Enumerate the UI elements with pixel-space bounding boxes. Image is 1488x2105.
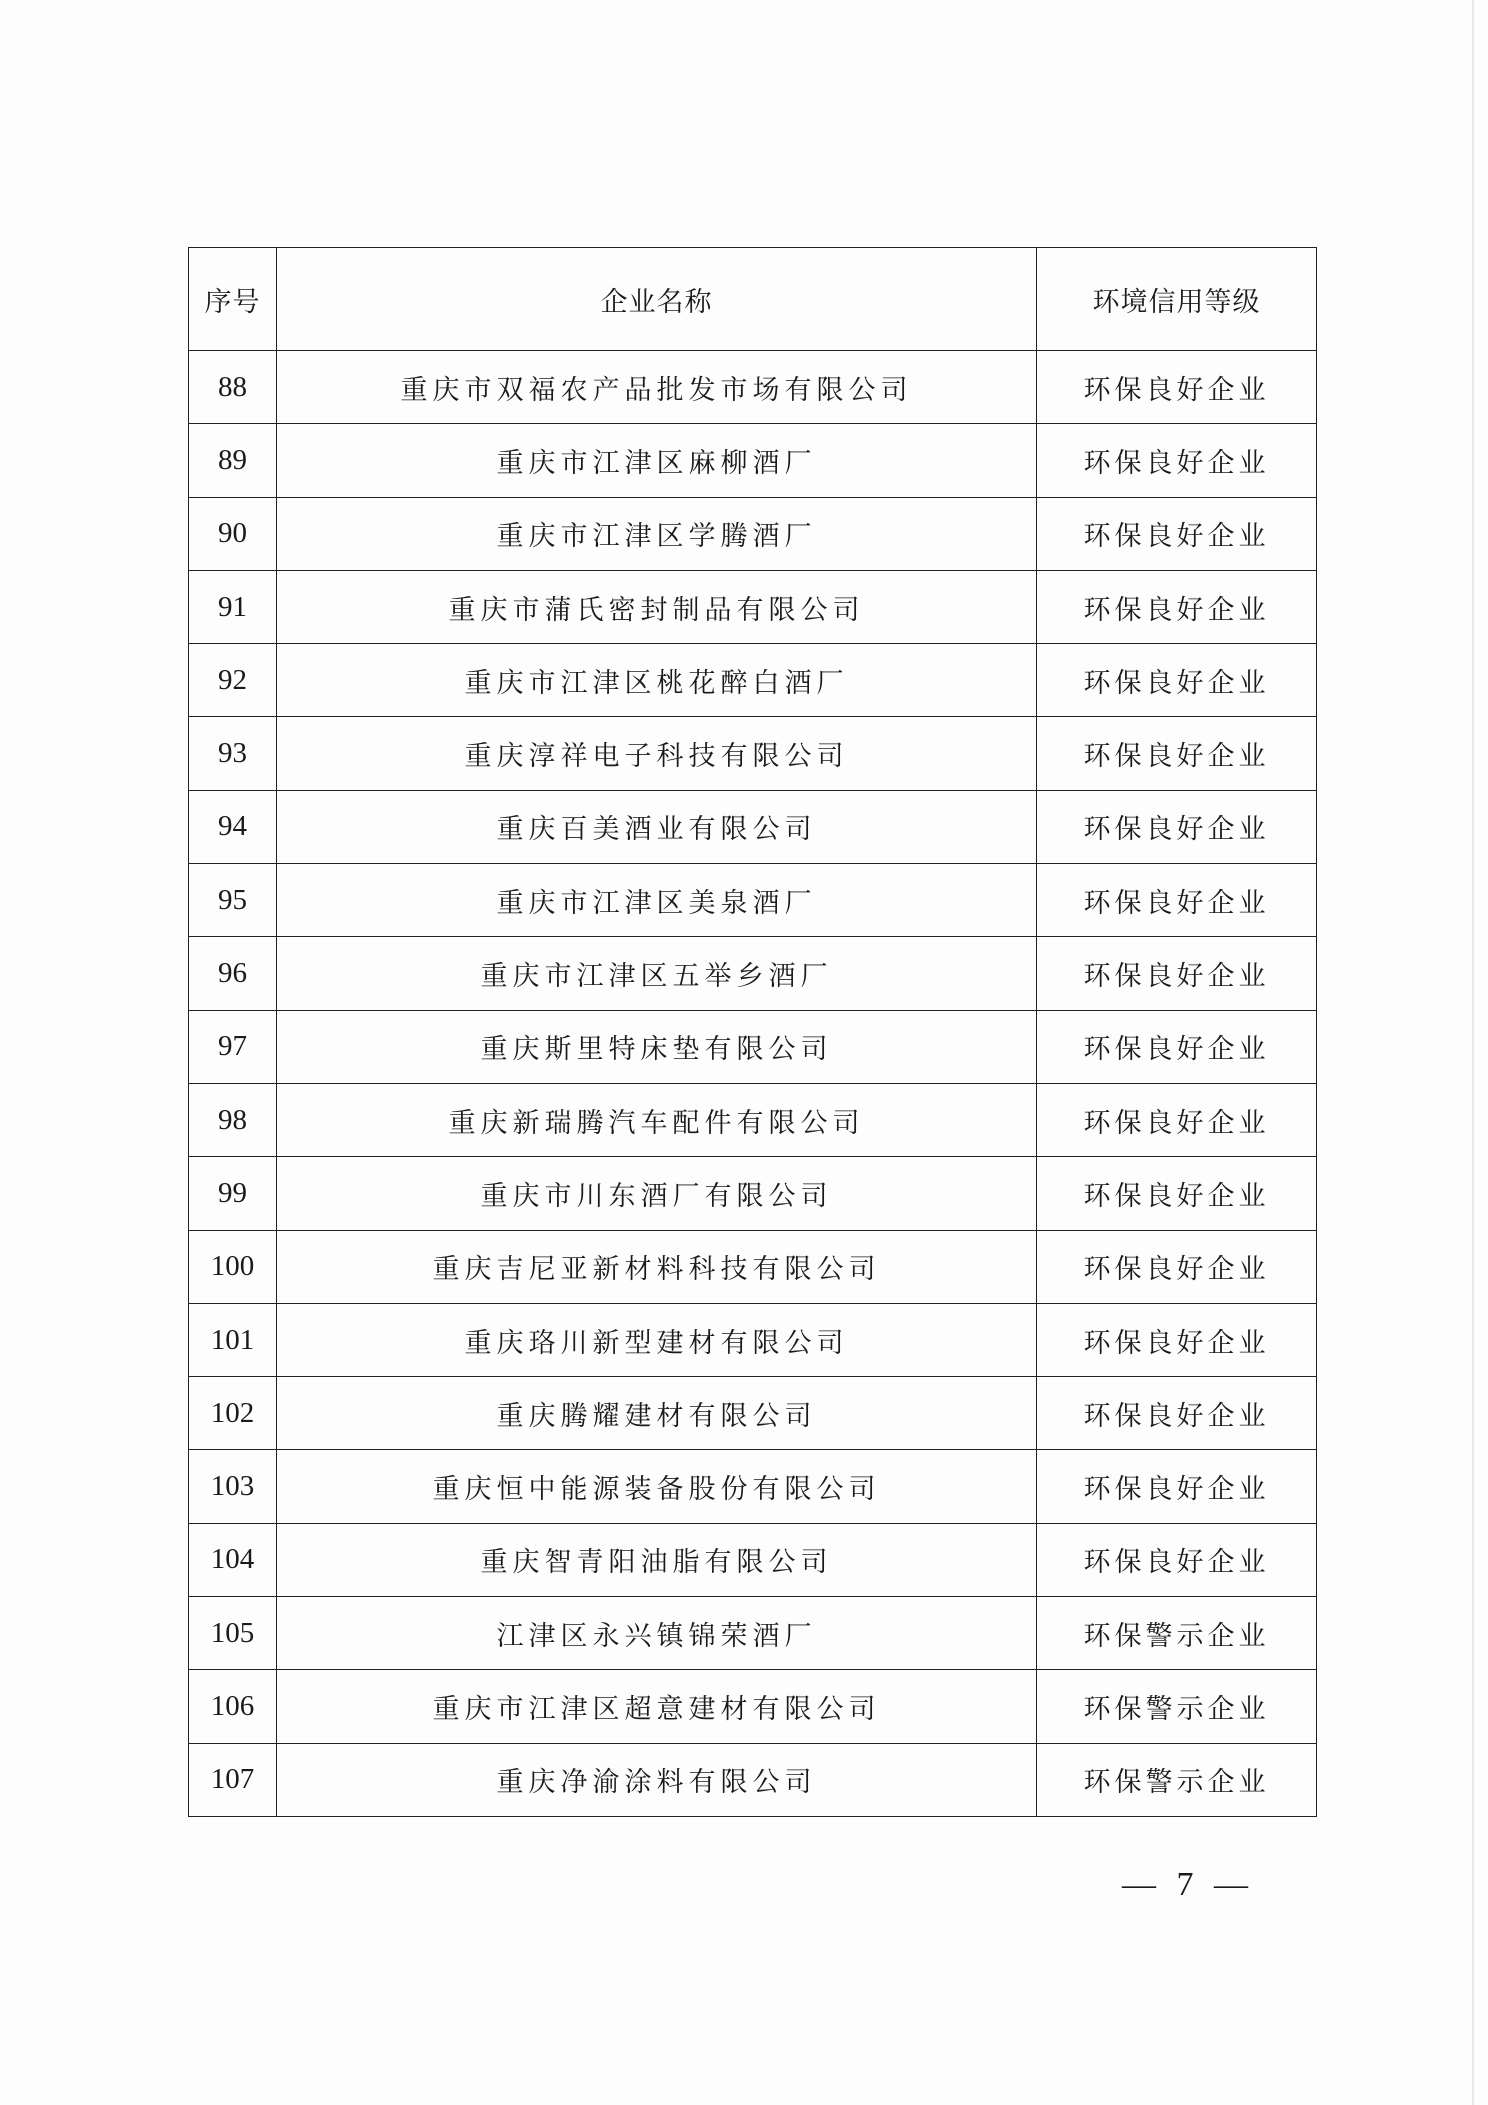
table-row (189, 1083, 1317, 1156)
page-edge-divider (1472, 0, 1474, 2105)
credit-grade-cell: 环保良好企业 (1037, 1377, 1317, 1450)
enterprise-name-cell: 重庆市蒲氏密封制品有限公司 (277, 570, 1037, 643)
header-seq: 序号 (189, 248, 277, 351)
credit-grade-cell: 环保良好企业 (1037, 717, 1317, 790)
table-row (189, 1743, 1317, 1816)
table-row (189, 1010, 1317, 1083)
table-row (189, 790, 1317, 863)
seq-cell: 102 (189, 1377, 277, 1450)
seq-cell: 96 (189, 937, 277, 1010)
table-row (189, 717, 1317, 790)
enterprise-name-cell: 重庆智青阳油脂有限公司 (277, 1523, 1037, 1596)
credit-grade-cell: 环保良好企业 (1037, 1523, 1317, 1596)
enterprise-name-cell: 重庆市川东酒厂有限公司 (277, 1157, 1037, 1230)
table-row (189, 644, 1317, 717)
credit-grade-cell: 环保良好企业 (1037, 1230, 1317, 1303)
seq-cell: 101 (189, 1303, 277, 1376)
enterprise-name-cell: 重庆市江津区超意建材有限公司 (277, 1670, 1037, 1743)
enterprise-name-cell: 重庆净渝涂料有限公司 (277, 1743, 1037, 1816)
enterprise-name-cell: 重庆市江津区桃花醉白酒厂 (277, 644, 1037, 717)
credit-grade-cell: 环保良好企业 (1037, 1303, 1317, 1376)
enterprise-name-cell: 重庆市江津区五举乡酒厂 (277, 937, 1037, 1010)
enterprise-name-cell: 重庆市江津区学腾酒厂 (277, 497, 1037, 570)
seq-cell: 98 (189, 1083, 277, 1156)
table-row (189, 1597, 1317, 1670)
credit-grade-cell: 环保良好企业 (1037, 351, 1317, 424)
table-row (189, 1523, 1317, 1596)
table-row (189, 1450, 1317, 1523)
table-row (189, 864, 1317, 937)
table-row (189, 351, 1317, 424)
credit-grade-cell: 环保良好企业 (1037, 497, 1317, 570)
table-row (189, 424, 1317, 497)
enterprise-name-cell: 重庆腾耀建材有限公司 (277, 1377, 1037, 1450)
credit-grade-cell: 环保警示企业 (1037, 1670, 1317, 1743)
seq-cell: 100 (189, 1230, 277, 1303)
header-row (189, 248, 1317, 351)
seq-cell: 103 (189, 1450, 277, 1523)
seq-cell: 92 (189, 644, 277, 717)
table-row (189, 570, 1317, 643)
enterprise-name-cell: 江津区永兴镇锦荣酒厂 (277, 1597, 1037, 1670)
table-row (189, 497, 1317, 570)
credit-grade-cell: 环保警示企业 (1037, 1743, 1317, 1816)
enterprise-name-cell: 重庆斯里特床垫有限公司 (277, 1010, 1037, 1083)
seq-cell: 89 (189, 424, 277, 497)
enterprise-name-cell: 重庆百美酒业有限公司 (277, 790, 1037, 863)
seq-cell: 95 (189, 864, 277, 937)
credit-grade-cell: 环保良好企业 (1037, 424, 1317, 497)
seq-cell: 91 (189, 570, 277, 643)
seq-cell: 97 (189, 1010, 277, 1083)
enterprise-name-cell: 重庆市江津区麻柳酒厂 (277, 424, 1037, 497)
credit-grade-cell: 环保良好企业 (1037, 570, 1317, 643)
seq-cell: 88 (189, 351, 277, 424)
credit-grade-cell: 环保良好企业 (1037, 864, 1317, 937)
seq-cell: 93 (189, 717, 277, 790)
header-enterprise-name: 企业名称 (277, 248, 1037, 351)
seq-cell: 105 (189, 1597, 277, 1670)
enterprise-name-cell: 重庆珞川新型建材有限公司 (277, 1303, 1037, 1376)
seq-cell: 94 (189, 790, 277, 863)
enterprise-name-cell: 重庆恒中能源装备股份有限公司 (277, 1450, 1037, 1523)
enterprise-credit-table (188, 247, 1317, 1817)
table-row (189, 937, 1317, 1010)
seq-cell: 104 (189, 1523, 277, 1596)
enterprise-name-cell: 重庆淳祥电子科技有限公司 (277, 717, 1037, 790)
seq-cell: 107 (189, 1743, 277, 1816)
credit-grade-cell: 环保良好企业 (1037, 1157, 1317, 1230)
enterprise-name-cell: 重庆吉尼亚新材料科技有限公司 (277, 1230, 1037, 1303)
table-row (189, 1670, 1317, 1743)
table-row (189, 1157, 1317, 1230)
credit-grade-cell: 环保良好企业 (1037, 644, 1317, 717)
enterprise-name-cell: 重庆市双福农产品批发市场有限公司 (277, 351, 1037, 424)
seq-cell: 99 (189, 1157, 277, 1230)
table-header (189, 248, 1317, 351)
credit-grade-cell: 环保良好企业 (1037, 937, 1317, 1010)
seq-cell: 106 (189, 1670, 277, 1743)
credit-grade-cell: 环保良好企业 (1037, 1083, 1317, 1156)
credit-grade-cell: 环保良好企业 (1037, 790, 1317, 863)
enterprise-name-cell: 重庆新瑞腾汽车配件有限公司 (277, 1083, 1037, 1156)
table-row (189, 1377, 1317, 1450)
credit-grade-cell: 环保警示企业 (1037, 1597, 1317, 1670)
table-row (189, 1303, 1317, 1376)
credit-grade-cell: 环保良好企业 (1037, 1010, 1317, 1083)
enterprise-name-cell: 重庆市江津区美泉酒厂 (277, 864, 1037, 937)
credit-grade-cell: 环保良好企业 (1037, 1450, 1317, 1523)
seq-cell: 90 (189, 497, 277, 570)
table-body (189, 351, 1317, 1817)
header-credit-grade: 环境信用等级 (1037, 248, 1317, 351)
page-number: — 7 — (1122, 1866, 1254, 1903)
table-row (189, 1230, 1317, 1303)
